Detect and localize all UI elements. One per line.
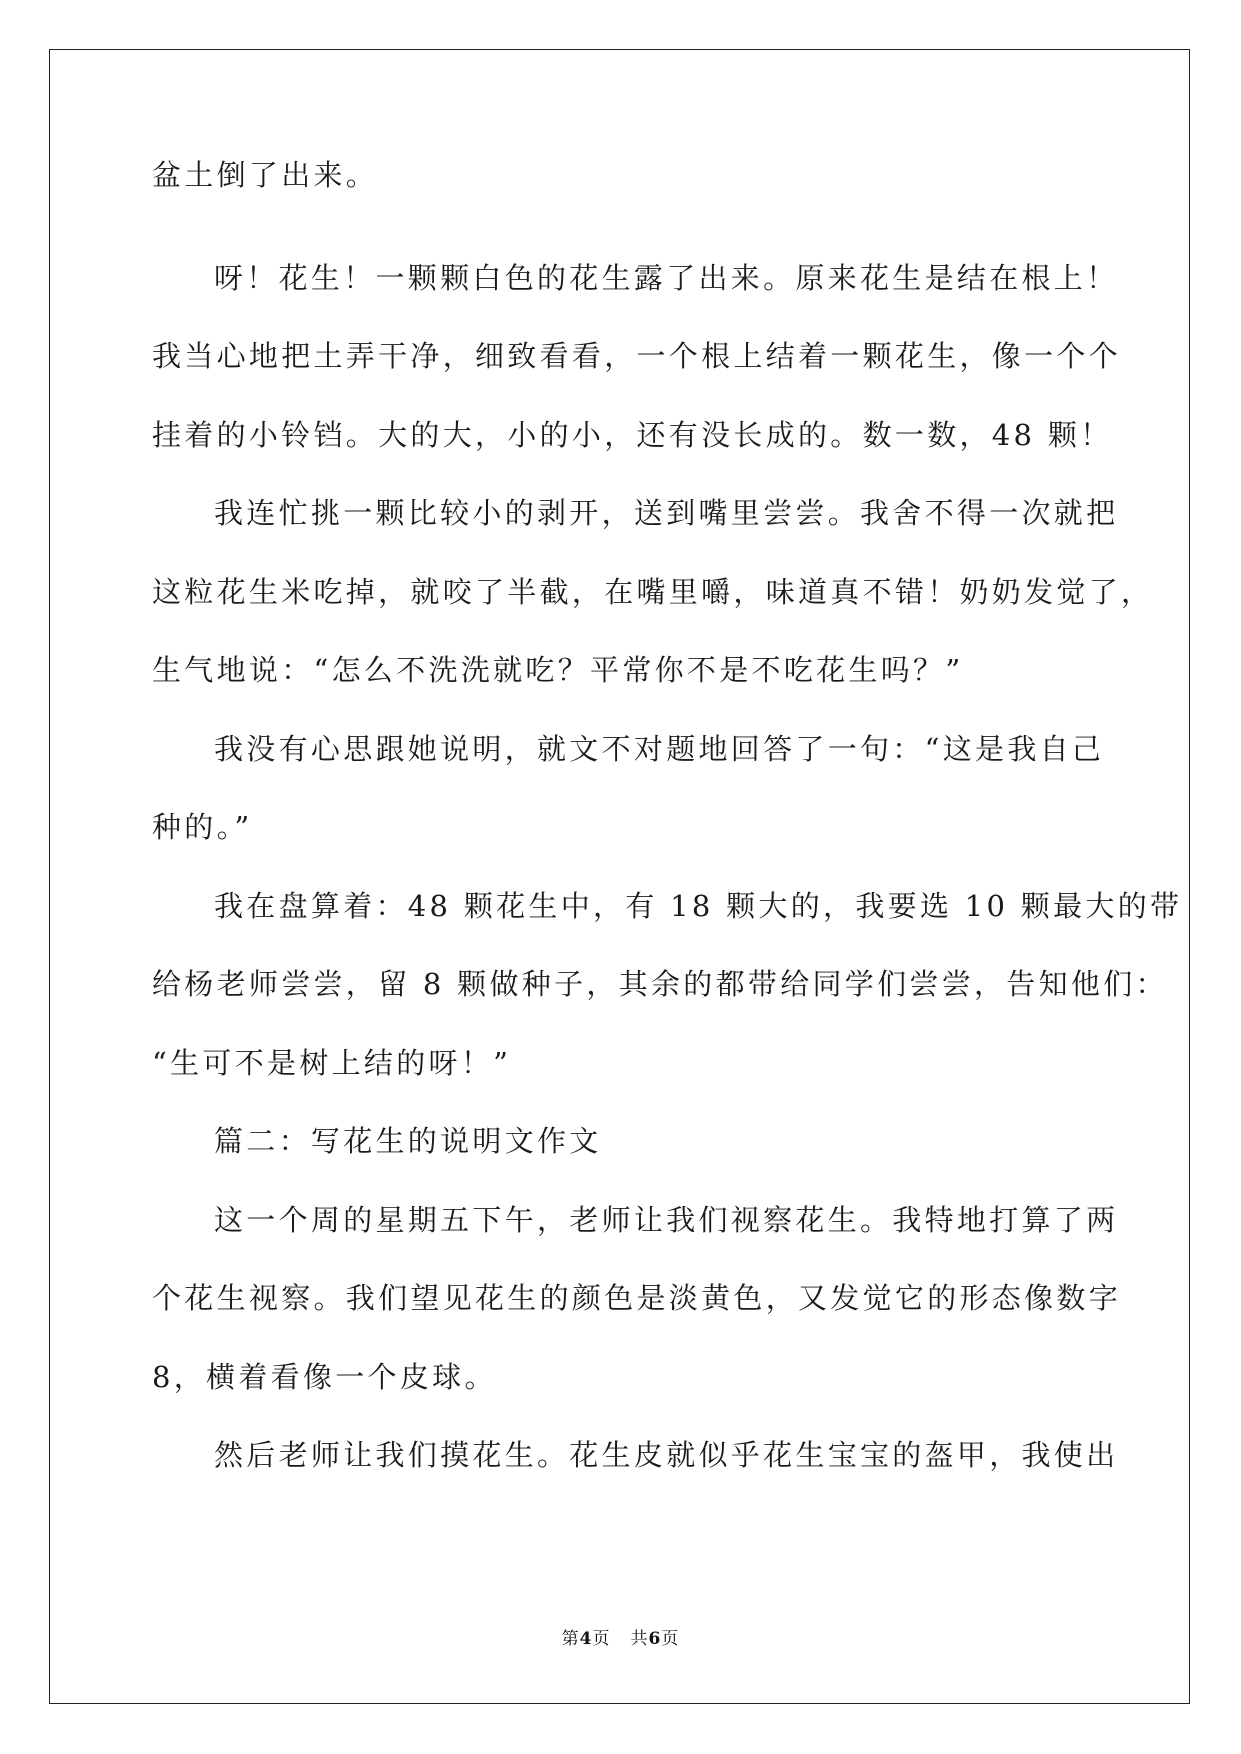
text-line: 呀！花生！一颗颗白色的花生露了出来。原来花生是结在根上！ — [214, 260, 1119, 295]
text-line: 我连忙挑一颗比较小的剥开，送到嘴里尝尝。我舍不得一次就把 — [214, 496, 1119, 530]
total-suffix: 页 — [661, 1629, 680, 1649]
text-line: 生气地说：“怎么不洗洗就吃？平常你不是不吃花生吗？” — [152, 653, 964, 687]
text-line: 种的。” — [152, 810, 253, 844]
text-line: 我当心地把土弄干净，细致看看，一个根上结着一颗花生，像一个个 — [152, 339, 1122, 373]
text-line: 这一个周的星期五下午，老师让我们视察花生。我特地打算了两 — [214, 1202, 1119, 1237]
text-line: 个花生视察。我们望见花生的颜色是淡黄色，又发觉它的形态像数字 — [152, 1281, 1122, 1315]
text-line: 然后老师让我们摸花生。花生皮就似乎花生宝宝的盔甲，我使出 — [214, 1438, 1119, 1472]
total-prefix: 共 — [630, 1629, 649, 1649]
document-body — [152, 158, 1183, 1495]
total-pages: 6 — [648, 1629, 662, 1649]
text-line: 挂着的小铃铛。大的大，小的小，还有没长成的。数一数，48 颗！ — [152, 417, 1113, 452]
text-line: 我在盘算着：48 颗花生中，有 18 颗大的，我要选 10 颗最大的带 — [214, 888, 1183, 923]
page-suffix: 页 — [592, 1629, 611, 1649]
section-heading: 篇二：写花生的说明文作文 — [214, 1124, 602, 1158]
page-footer — [0, 1624, 1241, 1649]
page-prefix: 第 — [561, 1629, 580, 1649]
text-line: 我没有心思跟她说明，就文不对题地回答了一句：“这是我自己 — [214, 731, 1105, 766]
page-number: 4 — [579, 1629, 593, 1649]
text-line: 给杨老师尝尝，留 8 颗做种子，其余的都带给同学们尝尝，告知他们： — [152, 967, 1168, 1001]
text-line: 这粒花生米吃掉，就咬了半截，在嘴里嚼，味道真不错！奶奶发觉了， — [152, 574, 1154, 609]
text-line: 盆土倒了出来。 — [152, 158, 379, 192]
text-line: “生可不是树上结的呀！” — [152, 1045, 512, 1080]
text-line: 8，横着看像一个皮球。 — [152, 1359, 497, 1394]
